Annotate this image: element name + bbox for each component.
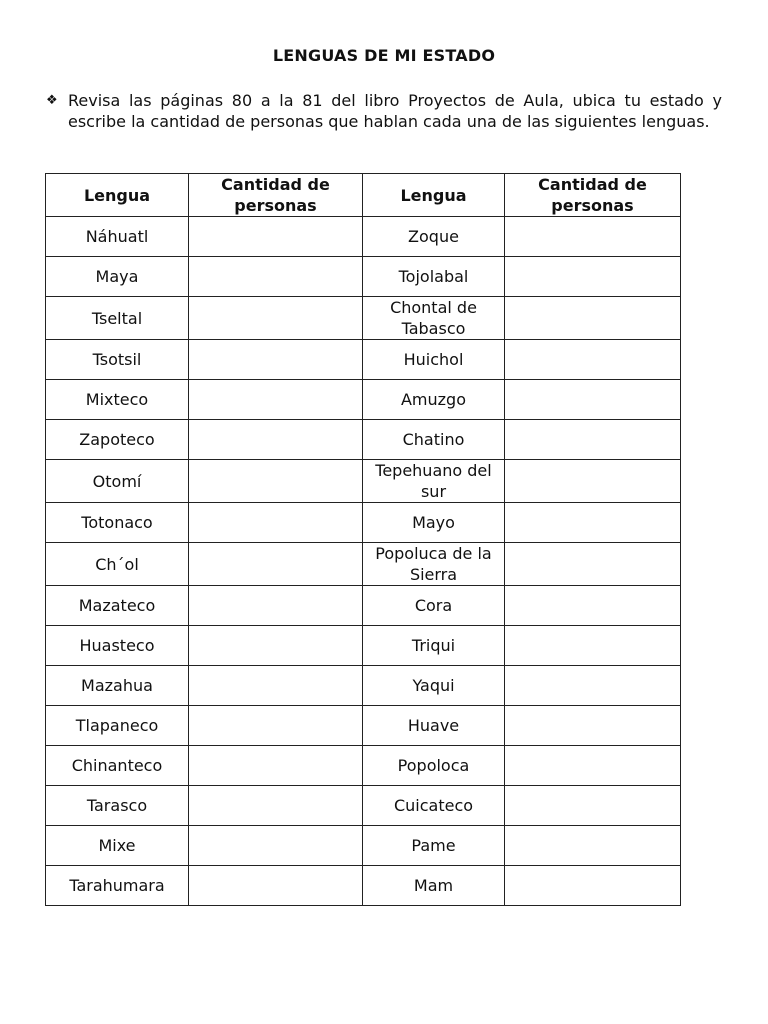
- language-cell: Huave: [363, 706, 505, 746]
- table-row: [46, 666, 681, 706]
- count-cell[interactable]: [505, 257, 681, 297]
- table-row: [46, 503, 681, 543]
- language-cell: Mazahua: [46, 666, 189, 706]
- count-cell[interactable]: [189, 666, 363, 706]
- header-cantidad-left: Cantidad de personas: [189, 174, 363, 217]
- instruction-text: Revisa las páginas 80 a la 81 del libro Proyectos de Aula, ubica tu estado y escribe la cantidad de personas que hablan cada una de las siguientes lenguas.: [68, 91, 722, 131]
- count-cell[interactable]: [505, 340, 681, 380]
- language-cell: Popoluca de la Sierra: [363, 543, 505, 586]
- count-cell[interactable]: [189, 257, 363, 297]
- language-cell: Totonaco: [46, 503, 189, 543]
- count-cell[interactable]: [189, 746, 363, 786]
- count-cell[interactable]: [189, 217, 363, 257]
- language-cell: Tsotsil: [46, 340, 189, 380]
- language-cell: Chontal de Tabasco: [363, 297, 505, 340]
- instruction-paragraph: [46, 90, 722, 132]
- table-row: [46, 626, 681, 666]
- count-cell[interactable]: [505, 706, 681, 746]
- count-cell[interactable]: [189, 460, 363, 503]
- language-cell: Otomí: [46, 460, 189, 503]
- count-cell[interactable]: [189, 420, 363, 460]
- count-cell[interactable]: [505, 746, 681, 786]
- language-cell: Zoque: [363, 217, 505, 257]
- table-row: [46, 460, 681, 503]
- count-cell[interactable]: [505, 420, 681, 460]
- count-cell[interactable]: [189, 503, 363, 543]
- language-cell: Pame: [363, 826, 505, 866]
- language-cell: Tepehuano del sur: [363, 460, 505, 503]
- language-cell: Chatino: [363, 420, 505, 460]
- language-cell: Tojolabal: [363, 257, 505, 297]
- count-cell[interactable]: [505, 503, 681, 543]
- language-cell: Mixteco: [46, 380, 189, 420]
- language-cell: Popoloca: [363, 746, 505, 786]
- count-cell[interactable]: [505, 866, 681, 906]
- language-cell: Yaqui: [363, 666, 505, 706]
- header-lengua-left: Lengua: [46, 174, 189, 217]
- count-cell[interactable]: [505, 543, 681, 586]
- language-cell: Tarasco: [46, 786, 189, 826]
- language-cell: Maya: [46, 257, 189, 297]
- table-row: [46, 257, 681, 297]
- language-cell: Huichol: [363, 340, 505, 380]
- count-cell[interactable]: [189, 866, 363, 906]
- table-row: [46, 586, 681, 626]
- language-cell: Huasteco: [46, 626, 189, 666]
- count-cell[interactable]: [189, 706, 363, 746]
- language-cell: Ch´ol: [46, 543, 189, 586]
- language-cell: Triqui: [363, 626, 505, 666]
- language-cell: Zapoteco: [46, 420, 189, 460]
- language-cell: Náhuatl: [46, 217, 189, 257]
- language-cell: Tseltal: [46, 297, 189, 340]
- language-cell: Cuicateco: [363, 786, 505, 826]
- table-row: [46, 420, 681, 460]
- count-cell[interactable]: [505, 297, 681, 340]
- count-cell[interactable]: [189, 380, 363, 420]
- count-cell[interactable]: [505, 380, 681, 420]
- count-cell[interactable]: [189, 340, 363, 380]
- table-row: [46, 340, 681, 380]
- count-cell[interactable]: [505, 826, 681, 866]
- language-cell: Mam: [363, 866, 505, 906]
- language-cell: Chinanteco: [46, 746, 189, 786]
- language-cell: Mayo: [363, 503, 505, 543]
- count-cell[interactable]: [505, 666, 681, 706]
- count-cell[interactable]: [189, 586, 363, 626]
- count-cell[interactable]: [505, 586, 681, 626]
- table-row: [46, 746, 681, 786]
- table-row: [46, 786, 681, 826]
- count-cell[interactable]: [189, 786, 363, 826]
- language-cell: Amuzgo: [363, 380, 505, 420]
- language-cell: Tarahumara: [46, 866, 189, 906]
- count-cell[interactable]: [505, 626, 681, 666]
- languages-table: [45, 173, 681, 906]
- table-row: [46, 297, 681, 340]
- language-cell: Cora: [363, 586, 505, 626]
- count-cell[interactable]: [189, 543, 363, 586]
- table-row: [46, 217, 681, 257]
- language-cell: Mazateco: [46, 586, 189, 626]
- table-row: [46, 826, 681, 866]
- count-cell[interactable]: [505, 217, 681, 257]
- page-title: LENGUAS DE MI ESTADO: [272, 46, 496, 65]
- table-row: [46, 706, 681, 746]
- table-row: [46, 866, 681, 906]
- table-header-row: [46, 174, 681, 217]
- header-cantidad-right: Cantidad de personas: [505, 174, 681, 217]
- header-lengua-right: Lengua: [363, 174, 505, 217]
- diamond-bullet-icon: ❖: [46, 93, 58, 108]
- table-row: [46, 543, 681, 586]
- count-cell[interactable]: [505, 786, 681, 826]
- count-cell[interactable]: [189, 297, 363, 340]
- count-cell[interactable]: [189, 826, 363, 866]
- count-cell[interactable]: [505, 460, 681, 503]
- language-cell: Tlapaneco: [46, 706, 189, 746]
- count-cell[interactable]: [189, 626, 363, 666]
- table-row: [46, 380, 681, 420]
- language-cell: Mixe: [46, 826, 189, 866]
